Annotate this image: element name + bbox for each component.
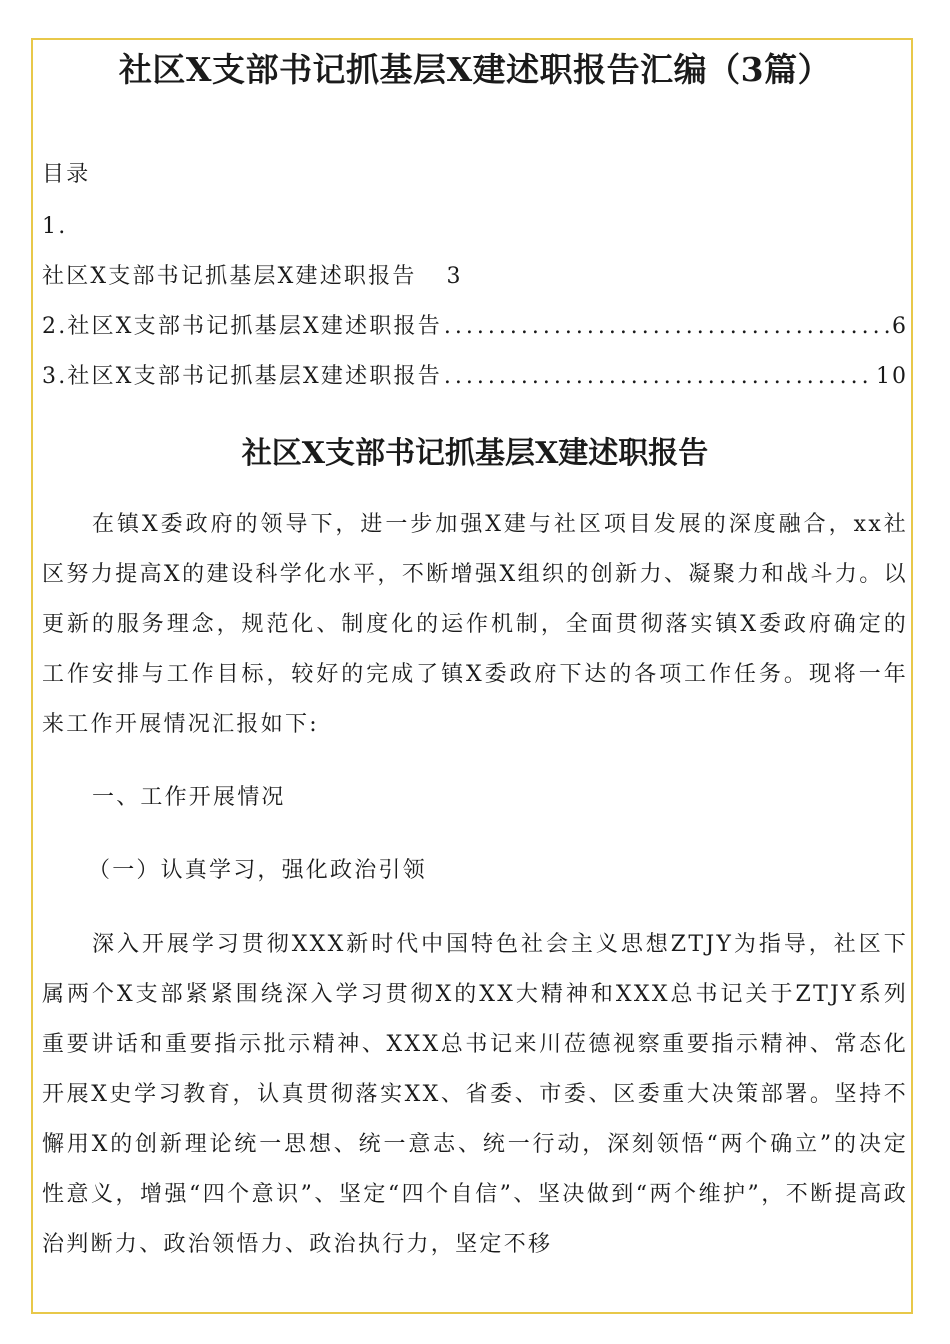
toc-item-2-text: 2.社区X支部书记抓基层X建述职报告 [42, 314, 442, 339]
toc-item-3[interactable] [42, 362, 908, 392]
toc-item-3-text: 3.社区X支部书记抓基层X建述职报告 [42, 364, 442, 389]
body-paragraph: 深入开展学习贯彻XXX新时代中国特色社会主义思想ZTJY为指导，社区下属两个X支部紧紧围绕深入学习贯彻X的XX大精神和XXX总书记关于ZTJY系列重要讲话和重要指示批示精神、XXX总书记来川莅德视察重要指示精神、常态化开展X史学习教育，认真贯彻落实XX、省委、市委、区委重大决策部署。坚持不懈用X的创新理论统一思想、统一意志、统一行动，深刻领悟“两个确立”的决定性意义，增强“四个意识”、坚定“四个自信”、坚决做到“两个维护”，不断提高政治判断力、政治领悟力、政治执行力，坚定不移 [42, 932, 908, 1257]
section-title: 社区X支部书记抓基层X建述职报告 [241, 436, 709, 471]
heading-level1: 一、工作开展情况 [92, 785, 286, 810]
intro-paragraph: 在镇X委政府的领导下，进一步加强X建与社区项目发展的深度融合，xx社区努力提高X的建设科学化水平，不断增强X组织的创新力、凝聚力和战斗力。以更新的服务理念，规范化、制度化的运作机制，全面贯彻落实镇X委政府确定的工作安排与工作目标，较好的完成了镇X委政府下达的各项工作任务。现将一年来工作开展情况汇报如下: [42, 512, 908, 737]
toc-item-1-number: 1. [42, 214, 68, 239]
toc-heading: 目录 [42, 162, 91, 187]
toc-item-3-page: 10 [876, 364, 908, 389]
document-title: 社区X支部书记抓基层X建述职报告汇编（3篇） [118, 50, 832, 89]
toc-item-1-text: 社区X支部书记抓基层X建述职报告 [42, 264, 417, 289]
toc-item-1[interactable] [42, 262, 463, 292]
toc-item-2-page: 6 [892, 314, 908, 339]
toc-leader-dots [444, 312, 890, 342]
toc-leader-dots [444, 362, 874, 392]
toc-item-1-page: 3 [446, 264, 463, 289]
toc-item-2[interactable] [42, 312, 908, 342]
heading-level2: （一）认真学习，强化政治引领 [88, 858, 427, 883]
